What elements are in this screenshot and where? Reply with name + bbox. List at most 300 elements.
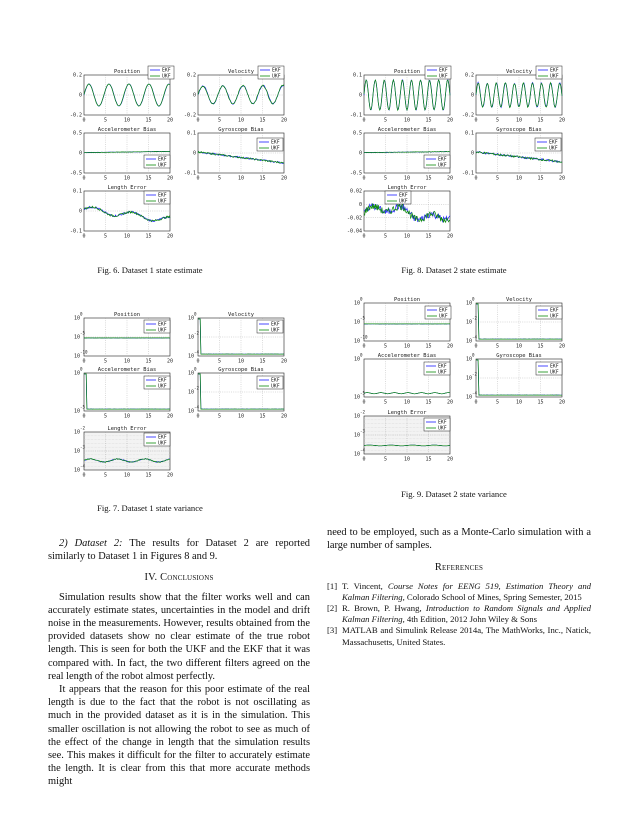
tick-label: 0 [78, 150, 82, 157]
tick-label: 10 [353, 319, 360, 326]
plot-panel [184, 127, 287, 182]
dataset2-heading: 2) Dataset 2: [59, 538, 123, 549]
tick-label: -0.04 [346, 228, 362, 235]
legend-label-ukf: UKF [271, 384, 280, 390]
tick-label: 10 [465, 338, 472, 345]
tick-label: -0.1 [461, 170, 474, 177]
x-tick-label: 5 [383, 233, 388, 240]
panel-title: Velocity [506, 297, 532, 303]
plot-panel [70, 127, 173, 182]
x-tick-label: 20 [280, 413, 288, 420]
reference-number: [3] [327, 625, 338, 636]
fig8-caption: Fig. 8. Dataset 2 state estimate [401, 265, 507, 275]
panel-title: Position [114, 312, 140, 318]
x-tick-label: 0 [474, 117, 478, 124]
x-tick-label: 5 [383, 343, 388, 350]
legend [144, 376, 170, 390]
x-tick-label: 15 [259, 413, 266, 420]
legend-label-ukf: UKF [272, 74, 281, 80]
x-tick-label: 15 [259, 358, 266, 365]
legend [148, 66, 174, 80]
x-tick-label: 0 [474, 399, 478, 406]
tick-exponent: -5 [80, 404, 86, 410]
panel-title: Length Error [387, 185, 427, 191]
tick-exponent: 0 [360, 352, 363, 358]
x-tick-label: 15 [145, 233, 152, 240]
tick-label: 10 [353, 394, 360, 401]
x-tick-label: 20 [558, 117, 566, 124]
plot-panel [74, 367, 173, 420]
panel-title: Gyroscope Bias [218, 367, 264, 373]
figure-6 [70, 66, 287, 240]
x-tick-label: 10 [123, 233, 131, 240]
tick-label: 10 [353, 356, 360, 363]
panel-title: Accelerometer Bias [377, 353, 437, 359]
tick-label: 10 [465, 319, 472, 326]
reference-title: Introduction to Random Signals and Applied Kalman Filtering [342, 603, 591, 625]
legend-label-ukf: UKF [271, 146, 280, 152]
tick-label: 10 [465, 300, 472, 307]
x-tick-label: 15 [425, 399, 432, 406]
plot-panel [188, 312, 287, 365]
figure-7 [74, 312, 287, 479]
tick-exponent: -5 [360, 390, 366, 396]
x-tick-label: 10 [403, 399, 411, 406]
plot-panel [466, 297, 565, 350]
legend-label-ekf: EKF [158, 378, 167, 384]
continued-paragraph: need to be employed, such as a Monte-Carlo simulation with a large number of samples. [327, 527, 591, 552]
plot-panel [74, 312, 173, 365]
tick-exponent: -4 [472, 390, 478, 396]
plot-panel [347, 185, 453, 240]
x-tick-label: 20 [166, 413, 174, 420]
plot-panel [70, 66, 174, 124]
panel-title: Position [114, 69, 140, 75]
x-tick-label: 10 [123, 117, 131, 124]
legend-label-ukf: UKF [439, 74, 448, 80]
x-tick-label: 5 [495, 117, 500, 124]
x-tick-label: 10 [123, 175, 131, 182]
reference-1 [327, 581, 591, 603]
tick-label: 10 [73, 429, 80, 436]
x-tick-label: 10 [515, 117, 523, 124]
tick-label: 0 [358, 92, 362, 99]
legend-label-ukf: UKF [158, 328, 167, 334]
panel-title: Velocity [506, 69, 532, 75]
x-tick-label: 10 [237, 175, 245, 182]
tick-label: 10 [73, 353, 80, 360]
panel-title: Velocity [228, 312, 254, 318]
x-tick-label: 15 [259, 175, 266, 182]
x-tick-label: 20 [280, 117, 288, 124]
panel-title: Accelerometer Bias [97, 367, 157, 373]
reference-details: MATLAB and Simulink Release 2014a, The MathWorks, Inc., Natick, Massachusetts, United States. [342, 625, 591, 647]
x-tick-label: 10 [515, 175, 523, 182]
reference-details: , Colorado School of Mines, Spring Semester, 2015 [402, 591, 582, 602]
tick-label: 0.2 [464, 72, 474, 79]
legend [144, 155, 170, 169]
x-tick-label: 5 [103, 358, 108, 365]
x-tick-label: 20 [446, 175, 454, 182]
tick-label: 10 [465, 375, 472, 382]
x-tick-label: 15 [145, 117, 152, 124]
reference-number: [2] [327, 603, 338, 614]
legend-label-ekf: EKF [399, 193, 408, 199]
legend-label-ekf: EKF [438, 157, 447, 163]
tick-exponent: 0 [472, 352, 475, 358]
tick-exponent: -2 [80, 425, 86, 431]
panel-title: Position [394, 69, 420, 75]
x-tick-label: 20 [446, 233, 454, 240]
tick-exponent: -10 [360, 334, 368, 340]
tick-label: 10 [353, 451, 360, 458]
left-column [48, 537, 310, 789]
x-tick-label: 0 [362, 117, 366, 124]
x-tick-label: 5 [495, 399, 500, 406]
legend-label-ukf: UKF [438, 163, 447, 169]
tick-exponent: 0 [472, 296, 475, 302]
legend-label-ukf: UKF [438, 370, 447, 376]
legend [536, 362, 562, 376]
x-tick-label: 10 [403, 343, 411, 350]
references-heading: References [434, 562, 484, 574]
tick-label: 10 [187, 408, 194, 415]
x-tick-label: 20 [166, 117, 174, 124]
tick-label: 0.1 [72, 188, 82, 195]
tick-label: -0.2 [461, 112, 474, 119]
legend-label-ukf: UKF [439, 314, 448, 320]
legend-label-ekf: EKF [158, 193, 167, 199]
plot-panel [354, 353, 453, 406]
legend [257, 138, 283, 152]
plot-panel [350, 66, 453, 124]
x-tick-label: 5 [103, 413, 108, 420]
legend-label-ekf: EKF [271, 322, 280, 328]
legend [536, 306, 562, 320]
x-tick-label: 10 [123, 413, 131, 420]
x-tick-label: 5 [383, 117, 388, 124]
x-tick-label: 0 [362, 343, 366, 350]
panel-title: Gyroscope Bias [218, 127, 264, 133]
x-tick-label: 10 [515, 399, 523, 406]
tick-label: 10 [187, 370, 194, 377]
tick-label: 0.5 [72, 130, 82, 137]
plot-panel [188, 367, 287, 420]
legend-label-ekf: EKF [271, 378, 280, 384]
x-tick-label: 0 [196, 358, 200, 365]
tick-label: 10 [187, 315, 194, 322]
tick-label: 0 [470, 92, 474, 99]
tick-label: -0.2 [183, 112, 196, 119]
panel-title: Gyroscope Bias [496, 127, 542, 133]
x-tick-label: 0 [362, 175, 366, 182]
x-tick-label: 5 [103, 175, 108, 182]
x-tick-label: 10 [403, 456, 411, 463]
x-tick-label: 5 [103, 117, 108, 124]
x-tick-label: 20 [280, 175, 288, 182]
x-tick-label: 15 [145, 175, 152, 182]
x-tick-label: 0 [82, 472, 86, 479]
tick-label: 0 [192, 150, 196, 157]
x-tick-label: 15 [145, 472, 152, 479]
legend-label-ekf: EKF [271, 140, 280, 146]
legend [424, 418, 450, 432]
x-tick-label: 0 [362, 233, 366, 240]
x-tick-label: 5 [495, 175, 500, 182]
x-tick-label: 20 [280, 358, 288, 365]
x-tick-label: 0 [362, 399, 366, 406]
tick-exponent: -4 [194, 404, 200, 410]
panel-title: Length Error [387, 410, 427, 416]
x-tick-label: 0 [196, 117, 200, 124]
legend-label-ekf: EKF [439, 308, 448, 314]
x-tick-label: 10 [403, 117, 411, 124]
x-tick-label: 15 [537, 175, 544, 182]
x-tick-label: 15 [425, 343, 432, 350]
x-tick-label: 15 [425, 456, 432, 463]
tick-label: -0.5 [69, 170, 82, 177]
tick-exponent: -4 [360, 447, 366, 453]
legend [144, 320, 170, 334]
legend-label-ekf: EKF [439, 68, 448, 74]
legend-label-ekf: EKF [550, 364, 559, 370]
reference-number: [1] [327, 580, 338, 591]
tick-label: 10 [353, 413, 360, 420]
x-tick-label: 5 [217, 117, 222, 124]
tick-exponent: -4 [80, 463, 86, 469]
x-tick-label: 0 [362, 456, 366, 463]
legend-label-ukf: UKF [549, 146, 558, 152]
legend-label-ukf: UKF [271, 328, 280, 334]
reference-title: Course Notes for EENG 519, Estimation Theory and Kalman Filtering [342, 580, 592, 602]
dataset2-text: The results for Dataset 2 are reported similarly to Dataset 1 in Figures 8 and 9. [48, 538, 310, 563]
panel-title: Length Error [107, 185, 147, 191]
conclusions-heading: IV. Conclusions [144, 572, 214, 584]
dataset2-paragraph [48, 537, 310, 563]
tick-exponent: -5 [80, 330, 86, 336]
plot-panel [350, 127, 453, 182]
plot-panel [354, 297, 453, 350]
legend [385, 191, 411, 205]
reference-details: , 4th Edition, 2012 John Wiley & Sons [402, 614, 537, 625]
x-tick-label: 20 [558, 399, 566, 406]
tick-label: 0.1 [464, 130, 474, 137]
x-tick-label: 20 [446, 456, 454, 463]
x-tick-label: 20 [166, 233, 174, 240]
x-tick-label: 20 [446, 343, 454, 350]
x-tick-label: 15 [425, 233, 432, 240]
figure-8 [347, 66, 565, 240]
fig7-caption: Fig. 7. Dataset 1 state variance [97, 503, 203, 513]
tick-exponent: -4 [472, 334, 478, 340]
panel-title: Gyroscope Bias [496, 353, 542, 359]
tick-label: 10 [353, 338, 360, 345]
x-tick-label: 0 [196, 413, 200, 420]
x-tick-label: 5 [217, 175, 222, 182]
panel-title: Accelerometer Bias [97, 127, 157, 133]
plot-panel [462, 127, 565, 182]
x-tick-label: 5 [103, 472, 108, 479]
panel-title: Accelerometer Bias [377, 127, 437, 133]
x-tick-label: 15 [537, 399, 544, 406]
tick-label: 0 [470, 150, 474, 157]
tick-label: -0.5 [349, 170, 362, 177]
tick-exponent: -10 [80, 349, 88, 355]
legend-label-ekf: EKF [158, 157, 167, 163]
legend-label-ukf: UKF [438, 426, 447, 432]
legend-label-ekf: EKF [158, 435, 167, 441]
tick-label: 0 [78, 92, 82, 99]
x-tick-label: 5 [383, 175, 388, 182]
tick-exponent: -3 [80, 444, 86, 450]
legend-label-ukf: UKF [158, 199, 167, 205]
tick-label: 0.02 [349, 188, 362, 195]
tick-exponent: -2 [472, 371, 478, 377]
legend-label-ukf: UKF [158, 441, 167, 447]
tick-exponent: 0 [194, 311, 197, 317]
legend-label-ukf: UKF [550, 74, 559, 80]
tick-exponent: 0 [360, 296, 363, 302]
x-tick-label: 10 [403, 175, 411, 182]
tick-label: 0.1 [186, 130, 196, 137]
tick-exponent: 0 [80, 311, 83, 317]
legend [144, 433, 170, 447]
tick-label: 10 [73, 334, 80, 341]
x-tick-label: 0 [474, 343, 478, 350]
x-tick-label: 15 [537, 343, 544, 350]
tick-exponent: 0 [194, 366, 197, 372]
reference-authors: R. Brown, P. Hwang, [342, 603, 426, 614]
legend [144, 191, 170, 205]
tick-label: -0.2 [69, 112, 82, 119]
tick-label: 0 [78, 208, 82, 215]
x-tick-label: 10 [403, 233, 411, 240]
legend [424, 362, 450, 376]
legend [257, 376, 283, 390]
tick-label: 10 [73, 467, 80, 474]
x-tick-label: 5 [217, 358, 222, 365]
tick-label: 0 [358, 150, 362, 157]
x-tick-label: 0 [196, 175, 200, 182]
x-tick-label: 15 [145, 358, 152, 365]
conclusions-paragraph-2: It appears that the reason for this poor estimate of the real length is due to the fact that the robot is not oscillating as much in the provided dataset as it is in the simulation. This smaller oscillation is not allowing the robot to see as much of the effect of the change in length that the simulation results see. This makes it difficult for the filter to accurately estimate the length. It is clear from this that more accurate methods might [48, 684, 310, 788]
legend [257, 320, 283, 334]
tick-label: 10 [73, 448, 80, 455]
legend-label-ekf: EKF [550, 308, 559, 314]
legend-label-ukf: UKF [158, 384, 167, 390]
plot-panel [354, 410, 453, 463]
tick-exponent: -4 [194, 349, 200, 355]
x-tick-label: 5 [103, 233, 108, 240]
x-tick-label: 0 [474, 175, 478, 182]
x-tick-label: 10 [123, 472, 131, 479]
tick-label: -0.1 [69, 228, 82, 235]
tick-exponent: -2 [194, 330, 200, 336]
tick-label: -0.02 [346, 215, 362, 222]
tick-label: -0.1 [183, 170, 196, 177]
panel-title: Velocity [228, 69, 254, 75]
legend-label-ekf: EKF [550, 68, 559, 74]
legend [425, 306, 451, 320]
x-tick-label: 15 [537, 117, 544, 124]
tick-exponent: -2 [360, 409, 366, 415]
x-tick-label: 15 [425, 175, 432, 182]
tick-label: 10 [73, 408, 80, 415]
plot-panel [70, 185, 173, 240]
x-tick-label: 15 [425, 117, 432, 124]
x-tick-label: 10 [515, 343, 523, 350]
right-column [327, 526, 591, 648]
fig6-caption: Fig. 6. Dataset 1 state estimate [97, 265, 203, 275]
fig9-caption: Fig. 9. Dataset 2 state variance [401, 489, 507, 499]
reference-authors: T. Vincent, [342, 580, 388, 591]
x-tick-label: 5 [217, 413, 222, 420]
panel-title: Position [394, 297, 420, 303]
conclusions-paragraph-1: Simulation results show that the filter works well and can accurately estimate states, uncertainties in the model and drift noise in the measurements. However, results obtained from the provided datasets show no clear estimate of the true robot length. This is seen for both the UKF and the EKF that it was compared with. In fact, the two different filters agreed on the real length of the robot almost perfectly. [48, 591, 310, 682]
tick-label: 10 [187, 353, 194, 360]
tick-label: 0 [358, 202, 362, 209]
x-tick-label: 20 [446, 117, 454, 124]
legend-label-ekf: EKF [438, 420, 447, 426]
tick-label: 10 [73, 370, 80, 377]
x-tick-label: 5 [383, 399, 388, 406]
legend [258, 66, 284, 80]
tick-exponent: -3 [360, 428, 366, 434]
x-tick-label: 20 [166, 358, 174, 365]
tick-label: 10 [353, 432, 360, 439]
plot-panel [74, 426, 173, 479]
tick-label: 10 [465, 356, 472, 363]
x-tick-label: 15 [145, 413, 152, 420]
tick-label: 0.2 [186, 72, 196, 79]
tick-label: 10 [187, 334, 194, 341]
legend-label-ukf: UKF [158, 163, 167, 169]
tick-label: 10 [353, 300, 360, 307]
tick-label: 0.1 [352, 72, 362, 79]
x-tick-label: 20 [166, 472, 174, 479]
legend [535, 138, 561, 152]
legend-label-ekf: EKF [162, 68, 171, 74]
legend-label-ekf: EKF [272, 68, 281, 74]
x-tick-label: 0 [82, 358, 86, 365]
x-tick-label: 10 [237, 413, 245, 420]
tick-exponent: -2 [472, 315, 478, 321]
x-tick-label: 10 [123, 358, 131, 365]
legend [425, 66, 451, 80]
x-tick-label: 0 [82, 117, 86, 124]
x-tick-label: 20 [558, 175, 566, 182]
x-tick-label: 20 [166, 175, 174, 182]
legend-label-ukf: UKF [550, 314, 559, 320]
x-tick-label: 10 [237, 358, 245, 365]
plot-panel [466, 353, 565, 406]
legend-label-ekf: EKF [158, 322, 167, 328]
legend-label-ukf: UKF [550, 370, 559, 376]
panel-title: Length Error [107, 426, 147, 432]
x-tick-label: 5 [495, 343, 500, 350]
reference-3 [327, 625, 591, 647]
tick-label: -0.1 [349, 112, 362, 119]
tick-exponent: 0 [80, 366, 83, 372]
tick-label: 0.2 [72, 72, 82, 79]
x-tick-label: 10 [237, 117, 245, 124]
plot-panel [462, 66, 565, 124]
tick-label: 0 [192, 92, 196, 99]
tick-exponent: -2 [194, 385, 200, 391]
tick-label: 10 [187, 389, 194, 396]
plot-panel [184, 66, 287, 124]
tick-label: 0.5 [352, 130, 362, 137]
